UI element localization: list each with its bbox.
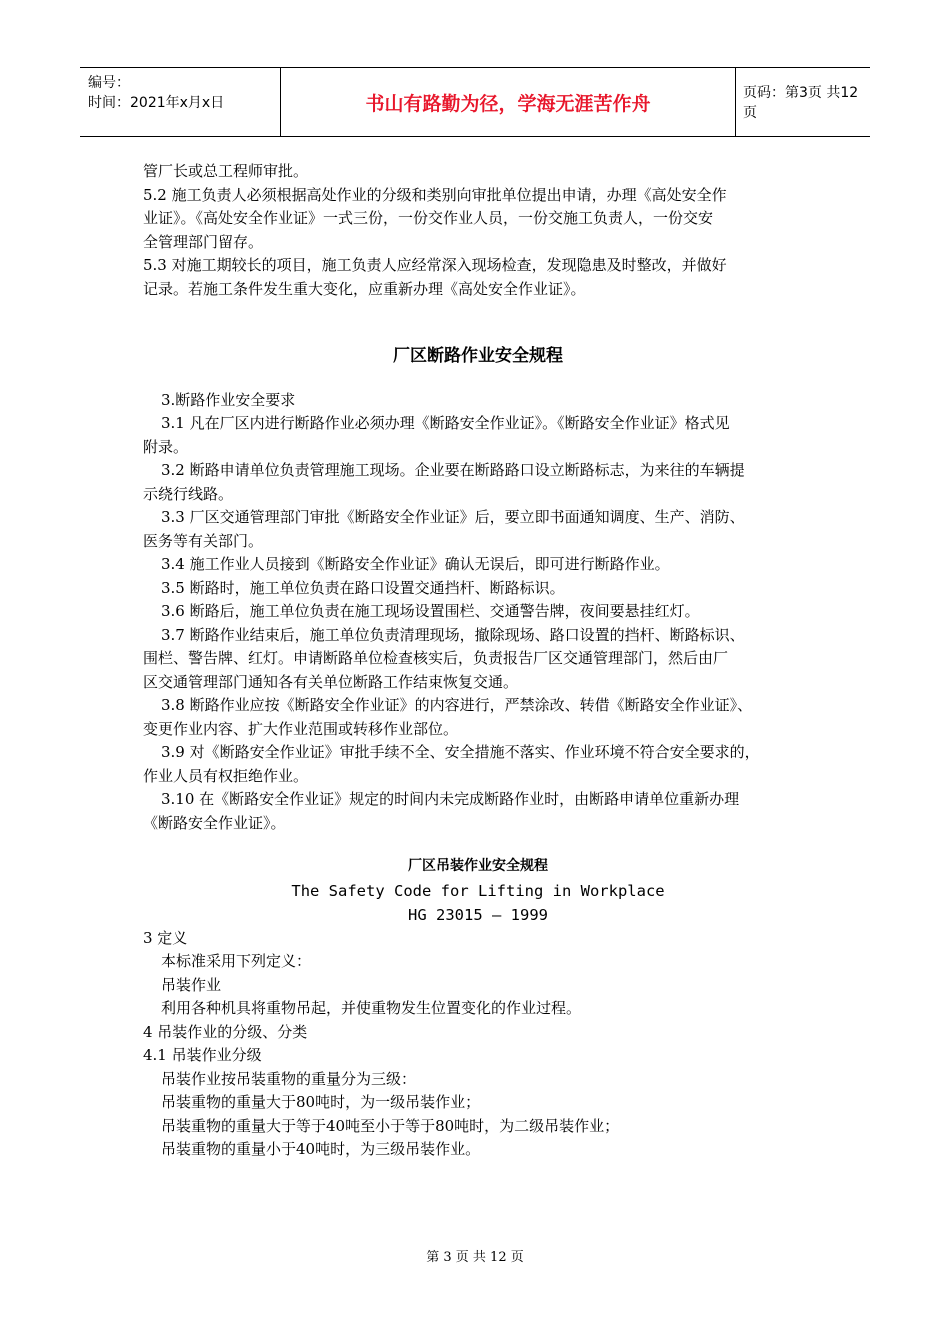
text-line: 记录。若施工条件发生重大变化，应重新办理《高处安全作业证》。	[143, 279, 586, 298]
document-body	[143, 160, 813, 1162]
header-motto: 书山有路勤为径，学海无涯苦作舟	[280, 68, 736, 136]
text-line: 吊装重物的重量小于40吨时，为三级吊装作业。	[161, 1140, 481, 1158]
text-line: 3.4 施工作业人员接到《断路安全作业证》确认无误后，即可进行断路作业。	[161, 555, 670, 573]
text-line: 医务等有关部门。	[143, 531, 264, 550]
header-page-info: 页码：第3页 共12页	[743, 85, 859, 121]
text-line: 3.8 断路作业应按《断路安全作业证》的内容进行，严禁涂改、转借《断路安全作业证》、	[161, 696, 753, 714]
doc-date-label: 时间：2021年x月x日	[88, 95, 225, 111]
text-line: 本标准采用下列定义：	[161, 952, 312, 970]
text-line: 5.3 对施工期较长的项目，施工负责人应经常深入现场检查，发现隐患及时整改，并做好	[143, 256, 727, 274]
text-line: 3.10 在《断路安全作业证》规定的时间内未完成断路作业时，由断路申请单位重新办理	[161, 790, 740, 808]
text-line: 3.5 断路时，施工单位负责在路口设置交通挡杆、断路标识。	[161, 578, 565, 597]
text-line: 5.2 施工负责人必须根据高处作业的分级和类别向审批单位提出申请，办理《高处安全作	[143, 185, 727, 204]
text-line: 3.6 断路后，施工单位负责在施工现场设置围栏、交通警告牌，夜间要悬挂红灯。	[161, 602, 700, 620]
text-line: 3.7 断路作业结束后，施工单位负责清理现场，撤除现场、路口设置的挡杆、断路标识、	[161, 625, 745, 644]
text-line: 业证》。《高处安全作业证》一式三份，一份交作业人员，一份交施工负责人，一份交安	[143, 209, 714, 227]
section-subtitle-english: The Safety Code for Lifting in Workplace	[291, 881, 665, 900]
text-line: 管厂长或总工程师审批。	[143, 162, 309, 180]
header-meta-cell	[80, 68, 280, 136]
text-line: 3.9 对《断路安全作业证》审批手续不全、安全措施不落实、作业环境不符合安全要求的，	[161, 743, 760, 761]
text-line: 吊装作业	[161, 975, 222, 994]
text-line: 吊装重物的重量大于80吨时，为一级吊装作业；	[161, 1093, 481, 1111]
text-line: 附录。	[143, 437, 189, 456]
text-line: 吊装作业按吊装重物的重量分为三级：	[161, 1069, 417, 1088]
text-line: 区交通管理部门通知各有关单位断路工作结束恢复交通。	[143, 672, 519, 691]
page-footer: 第 3 页 共 12 页	[426, 1250, 524, 1265]
section-high-work-continued	[143, 160, 813, 301]
text-line: 作业人员有权拒绝作业。	[143, 766, 309, 785]
text-line: 变更作业内容、扩大作业范围或转移作业部位。	[143, 719, 459, 738]
lifting-rules	[143, 927, 813, 1162]
doc-number-label: 编号：	[88, 75, 130, 91]
text-line: 利用各种机具将重物吊起，并使重物发生位置变化的作业过程。	[161, 999, 582, 1017]
text-line: 3.2 断路申请单位负责管理施工现场。企业要在断路路口设立断路标志，为来往的车辆提	[161, 461, 745, 479]
section-title-road-closure: 厂区断路作业安全规程	[393, 346, 563, 366]
text-line: 3.1 凡在厂区内进行断路作业必须办理《断路安全作业证》。《断路安全作业证》格式见	[161, 414, 730, 432]
text-line: 4 吊装作业的分级、分类	[143, 1022, 308, 1041]
text-line: 示绕行线路。	[143, 484, 234, 503]
text-line: 4.1 吊装作业分级	[143, 1046, 262, 1064]
page-header	[80, 67, 870, 137]
text-line: 3.3 厂区交通管理部门审批《断路安全作业证》后，要立即书面通知调度、生产、消防、	[161, 508, 745, 526]
text-line: 全管理部门留存。	[143, 232, 264, 251]
section-heading-road-closure: 3.断路作业安全要求	[161, 390, 296, 409]
road-closure-rules	[143, 412, 813, 835]
text-line: 围栏、警告牌、红灯。申请断路单位检查核实后，负责报告厂区交通管理部门，然后由厂	[143, 649, 729, 667]
text-line: 吊装重物的重量大于等于40吨至小于等于80吨时，为二级吊装作业；	[161, 1116, 620, 1135]
text-line: 《断路安全作业证》。	[143, 813, 286, 832]
text-line: 3 定义	[143, 928, 188, 947]
standard-code: HG 23015 – 1999	[408, 905, 548, 924]
section-title-lifting: 厂区吊装作业安全规程	[408, 858, 548, 874]
